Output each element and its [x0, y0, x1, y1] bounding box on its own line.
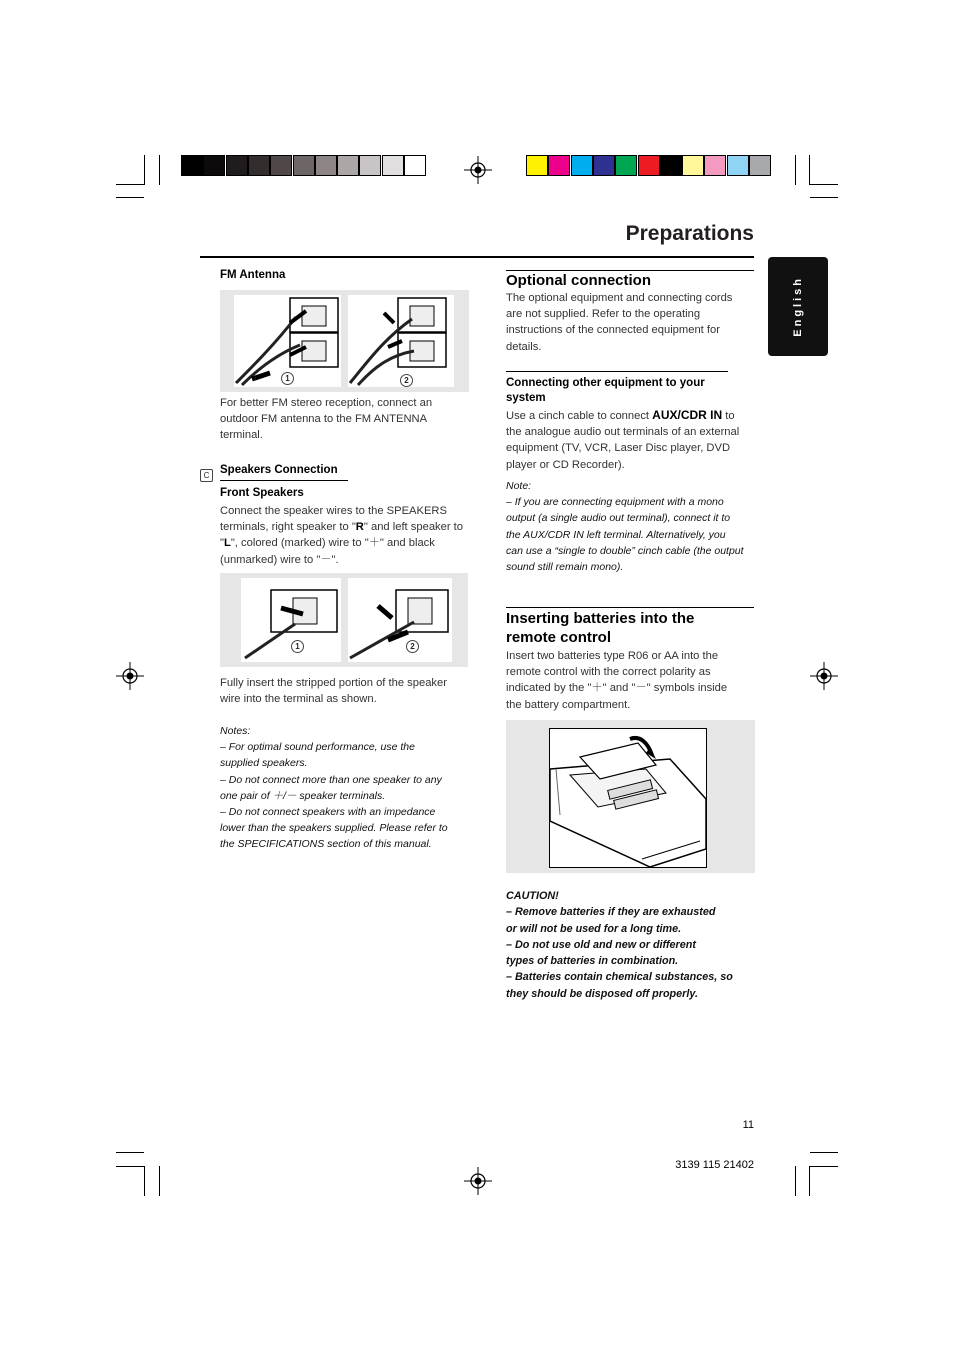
- text-part: ": [220, 537, 224, 550]
- text-line: – If you are connecting equipment with a mono: [506, 496, 724, 509]
- text-line: one pair of ＋/－ speaker terminals.: [220, 789, 386, 802]
- language-tab-label: English: [792, 276, 804, 337]
- crop-mark: [159, 155, 160, 185]
- crop-mark: [159, 1166, 160, 1196]
- text-part: Use a cinch cable to connect: [506, 410, 653, 422]
- color-swatch: [749, 155, 771, 176]
- subsection-rule: [506, 371, 728, 372]
- crop-mark: [810, 184, 838, 185]
- left-speaker-label: L: [223, 537, 231, 550]
- crop-mark: [810, 1166, 838, 1167]
- speaker-insert-icon: [348, 578, 452, 662]
- text-line: are not supplied. Refer to the operating: [506, 308, 701, 321]
- text-line: lower than the speakers supplied. Please refer to: [220, 822, 448, 835]
- crop-mark: [116, 1166, 144, 1167]
- front-speakers-heading: Front Speakers: [220, 487, 304, 499]
- crop-mark: [795, 155, 796, 185]
- text-line: sound still remain mono).: [506, 561, 624, 574]
- color-swatch: [248, 155, 270, 176]
- crop-mark: [116, 197, 144, 198]
- text-line: – Remove batteries if they are exhausted: [506, 906, 716, 919]
- speaker-step-1-label: 1: [291, 640, 304, 653]
- product-code: 3139 115 21402: [675, 1159, 754, 1171]
- mono-note: [506, 478, 758, 575]
- heading-line: system: [506, 392, 546, 404]
- text-line: remote control with the correct polarity as: [506, 666, 711, 679]
- crop-mark: [144, 155, 145, 185]
- color-swatch: [382, 155, 404, 176]
- text-line: wire into the terminal as shown.: [220, 693, 377, 706]
- optional-connection-heading: Optional connection: [506, 272, 651, 289]
- connecting-equipment-heading: [506, 376, 754, 406]
- color-swatch: [404, 155, 426, 176]
- registration-mark-icon: [464, 156, 492, 184]
- text-part: Connect the speaker wires to the SPEAKERS: [220, 505, 447, 517]
- registration-mark-icon: [116, 662, 144, 690]
- remote-control-battery-icon: [550, 729, 706, 867]
- heading-line: Connecting other equipment to your: [506, 377, 705, 389]
- insert-wire-text: [220, 675, 470, 707]
- inserting-batteries-heading: [506, 609, 754, 647]
- connecting-equipment-text: [506, 407, 758, 473]
- text-line: types of batteries in combination.: [506, 955, 679, 968]
- crop-mark: [116, 184, 144, 185]
- speaker-notes: [220, 723, 470, 853]
- text-line: indicated by the "＋" and "－" symbols inside: [506, 682, 728, 695]
- fm-step-2-label: 2: [400, 374, 413, 387]
- caution-title: CAUTION!: [506, 890, 559, 902]
- text-line: – Batteries contain chemical substances, so: [506, 971, 733, 984]
- registration-mark-icon: [464, 1167, 492, 1195]
- fm-antenna-figure: [220, 290, 469, 392]
- section-rule: [506, 607, 754, 608]
- text-line: [220, 552, 472, 568]
- text-line: – Do not use old and new or different: [506, 938, 696, 951]
- color-swatch: [226, 155, 248, 176]
- color-swatch: [526, 155, 548, 176]
- title-rule: [200, 256, 754, 258]
- text-line: [220, 519, 472, 535]
- text-line: the analogue audio out terminals of an external: [506, 426, 740, 439]
- color-swatch: [270, 155, 292, 176]
- fm-antenna-text: [220, 395, 470, 444]
- optional-connection-text: [506, 290, 754, 355]
- color-swatch: [315, 155, 337, 176]
- text-line: terminal.: [220, 429, 263, 442]
- color-swatch: [638, 155, 660, 176]
- text-line: the AUX/CDR IN left terminal. Alternatively, you: [506, 528, 726, 541]
- text-line: output (a single audio out terminal), connect it to: [506, 512, 731, 525]
- text-line: supplied speakers.: [220, 757, 308, 770]
- language-tab: [768, 257, 828, 356]
- color-swatch: [203, 155, 225, 176]
- text-line: [220, 535, 472, 551]
- color-swatch: [593, 155, 615, 176]
- heading-underline: [220, 480, 348, 481]
- aux-cdr-in-label: AUX/CDR IN: [652, 408, 723, 422]
- speaker-step-2-label: 2: [406, 640, 419, 653]
- text-line: the battery compartment.: [506, 698, 631, 711]
- heading-line: Inserting batteries into the: [506, 610, 695, 627]
- registration-mark-icon: [810, 662, 838, 690]
- color-swatch: [682, 155, 704, 176]
- text-line: instructions of the connected equipment for: [506, 324, 720, 337]
- notes-title: Notes:: [220, 725, 251, 737]
- speaker-wire-figure: [220, 573, 468, 667]
- text-part: terminals, right speaker to ": [220, 521, 356, 534]
- crop-mark: [116, 1152, 144, 1153]
- text-line: [506, 407, 758, 424]
- text-part: ", colored (marked) wire to "＋" and black: [230, 537, 435, 550]
- section-marker: C: [200, 469, 213, 482]
- speaker-step-2-panel: [348, 578, 452, 662]
- text-part: (unmarked) wire to "－".: [220, 553, 339, 566]
- page-title: Preparations: [625, 222, 754, 245]
- text-part: " and left speaker to: [363, 521, 464, 534]
- page-number: 11: [742, 1119, 754, 1131]
- text-line: – For optimal sound performance, use the: [220, 741, 415, 754]
- text-line: or will not be used for a long time.: [506, 922, 682, 935]
- text-line: player or CD Recorder).: [506, 458, 625, 471]
- note-title: Note:: [506, 480, 532, 492]
- right-speaker-label: R: [355, 521, 364, 534]
- text-line: [220, 503, 472, 519]
- color-swatch: [359, 155, 381, 176]
- text-line: they should be disposed off properly.: [506, 987, 698, 1000]
- caution-box: [506, 888, 758, 1002]
- remote-battery-panel: [549, 728, 707, 868]
- heading-line: remote control: [506, 629, 612, 646]
- speakers-connection-heading: Speakers Connection: [220, 464, 338, 476]
- color-swatch: [704, 155, 726, 176]
- crop-mark: [809, 1166, 810, 1196]
- color-swatch: [337, 155, 359, 176]
- front-speakers-text: [220, 503, 472, 568]
- fm-step-1-label: 1: [281, 372, 294, 385]
- fm-antenna-heading: FM Antenna: [220, 269, 286, 281]
- crop-mark: [810, 197, 838, 198]
- text-line: Fully insert the stripped portion of the speaker: [220, 677, 447, 689]
- crop-mark: [810, 1152, 838, 1153]
- text-line: outdoor FM antenna to the FM ANTENNA: [220, 413, 428, 426]
- crop-mark: [795, 1166, 796, 1196]
- color-swatch: [615, 155, 637, 176]
- color-swatch: [727, 155, 749, 176]
- color-swatch: [548, 155, 570, 176]
- crop-mark: [144, 1166, 145, 1196]
- color-swatch: [181, 155, 203, 176]
- text-line: the SPECIFICATIONS section of this manual.: [220, 838, 432, 851]
- color-swatch: [293, 155, 315, 176]
- text-part: to: [722, 410, 735, 422]
- text-line: Insert two batteries type R06 or AA into the: [506, 650, 719, 662]
- text-line: The optional equipment and connecting cords: [506, 292, 733, 304]
- text-line: equipment (TV, VCR, Laser Disc player, DVD: [506, 442, 731, 455]
- crop-mark: [809, 155, 810, 185]
- text-line: can use a “single to double” cinch cable (the output: [506, 544, 744, 557]
- color-swatch: [571, 155, 593, 176]
- inserting-batteries-text: [506, 648, 754, 713]
- text-line: details.: [506, 340, 542, 353]
- text-line: – Do not connect speakers with an impedance: [220, 806, 436, 819]
- color-swatch: [660, 155, 682, 176]
- text-line: – Do not connect more than one speaker to any: [220, 773, 442, 786]
- text-line: For better FM stereo reception, connect an: [220, 397, 433, 409]
- remote-battery-figure: [506, 720, 755, 873]
